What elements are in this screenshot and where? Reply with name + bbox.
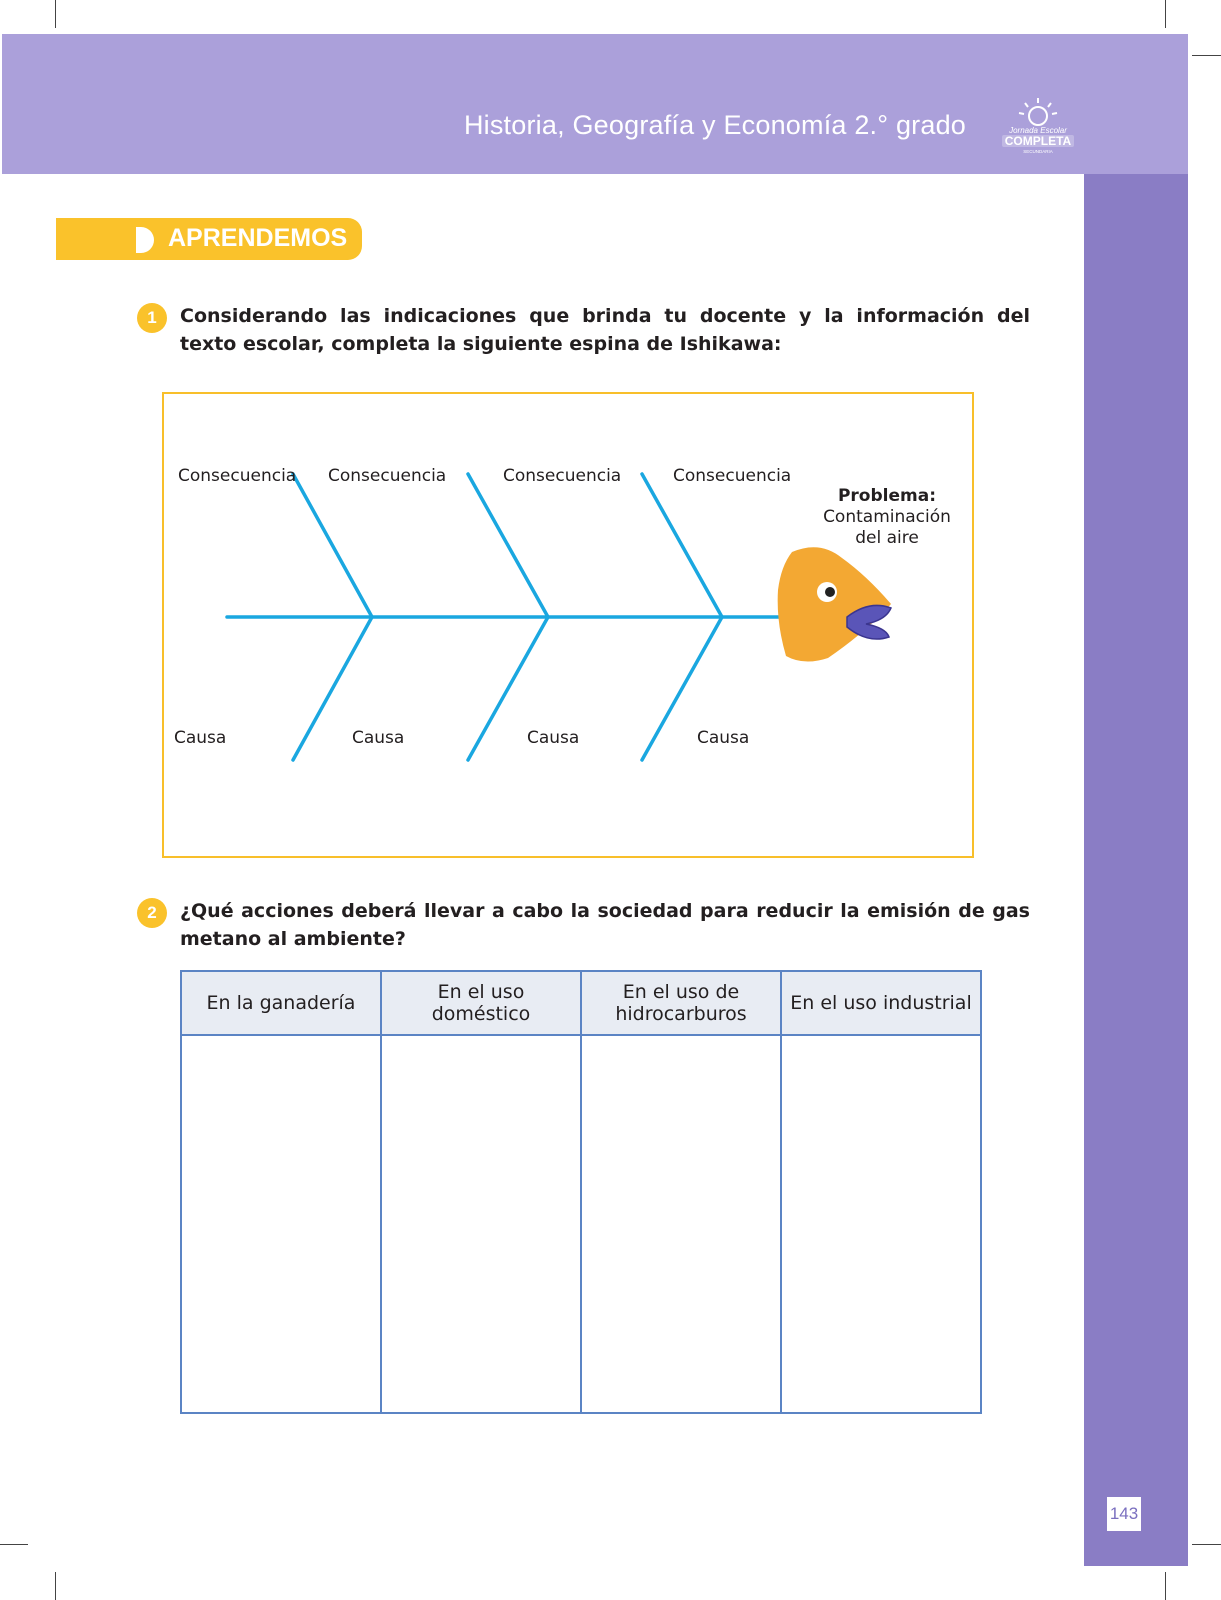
fishbone-bone — [293, 474, 372, 617]
fishbone-bone — [468, 474, 548, 617]
problem-text-line2: del aire — [855, 528, 919, 548]
fishbone-lines — [164, 394, 972, 856]
question-text: ¿Qué acciones deberá llevar a cabo la sociedad para reducir la emisión de gas metano al ambiente? — [180, 900, 1030, 950]
consequence-label: Consecuencia — [673, 466, 792, 486]
actions-table — [180, 970, 982, 1414]
column-header: En el uso de hidrocarburos — [581, 971, 781, 1035]
question-text: Considerando las indicaciones que brinda tu docente y la información del texto escolar, completa la siguiente espina de Ishikawa: — [180, 305, 1030, 355]
section-banner — [56, 218, 362, 260]
cause-label: Causa — [527, 728, 580, 748]
consequence-label: Consecuencia — [178, 466, 297, 486]
problem-box — [822, 486, 952, 549]
crop-mark — [1192, 55, 1221, 56]
crop-mark — [1165, 1572, 1166, 1600]
page-title: Historia, Geografía y Economía 2.° grado — [463, 110, 966, 140]
question-number: 1 — [137, 303, 167, 333]
svg-text:COMPLETA: COMPLETA — [1004, 134, 1072, 148]
cause-label: Causa — [697, 728, 750, 748]
side-band — [1084, 174, 1188, 1566]
fish-head-icon — [778, 547, 891, 661]
column-header: En el uso doméstico — [381, 971, 581, 1035]
crop-mark — [1165, 0, 1166, 28]
section-label: APRENDEMOS — [168, 224, 348, 252]
svg-text:Jornada Escolar: Jornada Escolar — [1009, 126, 1067, 135]
banner-tab-icon — [136, 227, 154, 253]
consequence-label: Consecuencia — [503, 466, 622, 486]
svg-text:SECUNDARIA: SECUNDARIA — [1023, 149, 1053, 154]
crop-mark — [1192, 1544, 1221, 1545]
answer-cell[interactable] — [381, 1035, 581, 1413]
consequence-label: Consecuencia — [328, 466, 447, 486]
page-number: 143 — [1107, 1497, 1141, 1531]
jornada-escolar-logo — [998, 96, 1078, 154]
crop-mark — [0, 1544, 28, 1545]
answer-cell[interactable] — [181, 1035, 381, 1413]
answer-cell[interactable] — [781, 1035, 981, 1413]
crop-mark — [55, 0, 56, 28]
fishbone-bone — [642, 474, 722, 617]
column-header: En la ganadería — [181, 971, 381, 1035]
crop-mark — [55, 1572, 56, 1600]
cause-label: Causa — [352, 728, 405, 748]
problem-text-line1: Contaminación — [823, 507, 951, 527]
column-header: En el uso industrial — [781, 971, 981, 1035]
answer-cell[interactable] — [581, 1035, 781, 1413]
ishikawa-diagram — [162, 392, 974, 858]
question-number: 2 — [137, 898, 167, 928]
cause-label: Causa — [174, 728, 227, 748]
problem-label: Problema: — [837, 486, 937, 506]
